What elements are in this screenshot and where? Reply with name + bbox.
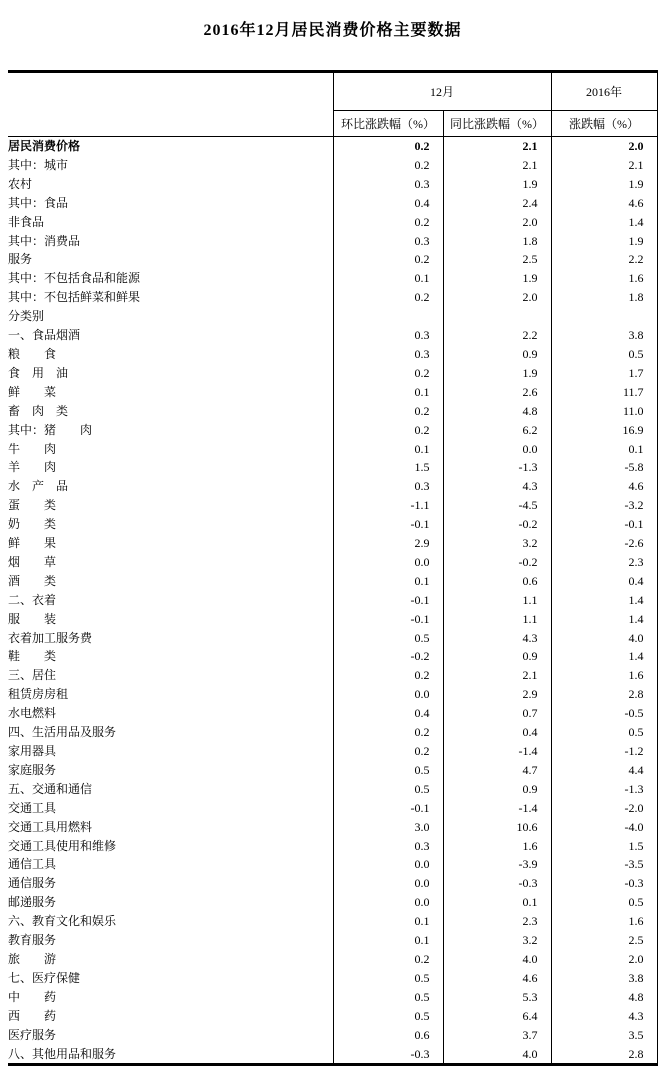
cell-yoy: 3.7: [443, 1026, 551, 1045]
table-row: [8, 515, 657, 534]
row-label: 一、食品烟酒: [8, 326, 333, 345]
cell-yoy: 2.1: [443, 156, 551, 175]
table-row: [8, 874, 657, 893]
row-label: 羊 肉: [8, 458, 333, 477]
cell-yoy: -0.2: [443, 515, 551, 534]
row-label: 粮 食: [8, 345, 333, 364]
row-label: 酒 类: [8, 572, 333, 591]
cell-yoy: 4.0: [443, 1045, 551, 1065]
cell-yoy: 2.1: [443, 137, 551, 156]
header-col-year: 涨跌幅（%）: [551, 111, 657, 137]
row-label: 七、医疗保健: [8, 969, 333, 988]
cell-year: 0.5: [551, 345, 657, 364]
cell-yoy: [443, 307, 551, 326]
cell-year: 4.4: [551, 761, 657, 780]
table-row: [8, 723, 657, 742]
cell-mom: 0.3: [333, 837, 443, 856]
cell-yoy: -4.5: [443, 496, 551, 515]
cell-yoy: 6.2: [443, 421, 551, 440]
cell-year: 1.9: [551, 175, 657, 194]
table-row: [8, 402, 657, 421]
cell-mom: 0.1: [333, 383, 443, 402]
page-title: 2016年12月居民消费价格主要数据: [203, 22, 462, 39]
cell-year: 11.0: [551, 402, 657, 421]
table-row: [8, 572, 657, 591]
cell-yoy: 2.5: [443, 250, 551, 269]
table-row: [8, 345, 657, 364]
table-row: [8, 383, 657, 402]
cell-yoy: 4.3: [443, 477, 551, 496]
cell-year: 1.8: [551, 288, 657, 307]
cell-mom: [333, 307, 443, 326]
row-label: 三、居住: [8, 666, 333, 685]
cell-year: 3.8: [551, 969, 657, 988]
table-row: [8, 175, 657, 194]
cell-year: 0.1: [551, 440, 657, 459]
cell-year: 11.7: [551, 383, 657, 402]
cell-year: 3.5: [551, 1026, 657, 1045]
cell-year: 4.6: [551, 477, 657, 496]
cell-year: -0.1: [551, 515, 657, 534]
cell-year: -3.2: [551, 496, 657, 515]
table-row: [8, 1026, 657, 1045]
header-col-yoy: 同比涨跌幅（%）: [443, 111, 551, 137]
row-label: 水电燃料: [8, 704, 333, 723]
cell-yoy: -3.9: [443, 855, 551, 874]
cell-year: 1.9: [551, 232, 657, 251]
row-label: 家用器具: [8, 742, 333, 761]
cell-year: 4.0: [551, 629, 657, 648]
cell-mom: -1.1: [333, 496, 443, 515]
row-label: 六、教育文化和娱乐: [8, 912, 333, 931]
table-row: [8, 610, 657, 629]
cell-year: 0.5: [551, 893, 657, 912]
header-month-group: 12月: [333, 72, 551, 111]
row-label: 五、交通和通信: [8, 780, 333, 799]
cell-year: 2.1: [551, 156, 657, 175]
cell-year: 2.2: [551, 250, 657, 269]
row-label: 分类别: [8, 307, 333, 326]
cell-yoy: -1.4: [443, 742, 551, 761]
cell-yoy: 1.9: [443, 364, 551, 383]
cell-mom: 0.2: [333, 250, 443, 269]
row-label: 家庭服务: [8, 761, 333, 780]
cell-mom: 0.2: [333, 288, 443, 307]
cell-year: -2.6: [551, 534, 657, 553]
cell-yoy: 2.1: [443, 666, 551, 685]
cell-year: [551, 307, 657, 326]
row-label: 食 用 油: [8, 364, 333, 383]
cell-yoy: 2.2: [443, 326, 551, 345]
cell-year: -1.2: [551, 742, 657, 761]
cpi-table: [8, 70, 658, 1066]
row-label: 西 药: [8, 1007, 333, 1026]
cell-mom: 3.0: [333, 818, 443, 837]
cell-year: 0.5: [551, 723, 657, 742]
row-label: 医疗服务: [8, 1026, 333, 1045]
table-row: [8, 629, 657, 648]
cell-mom: 0.1: [333, 440, 443, 459]
cell-year: -0.5: [551, 704, 657, 723]
row-label: 服务: [8, 250, 333, 269]
table-row: [8, 1007, 657, 1026]
cell-yoy: 1.1: [443, 610, 551, 629]
cell-yoy: 0.4: [443, 723, 551, 742]
row-label: 蛋 类: [8, 496, 333, 515]
cell-year: 1.4: [551, 647, 657, 666]
cell-year: 3.8: [551, 326, 657, 345]
table-row: [8, 893, 657, 912]
table-row: [8, 931, 657, 950]
cell-yoy: 4.0: [443, 950, 551, 969]
cell-yoy: 1.1: [443, 591, 551, 610]
cell-yoy: 4.3: [443, 629, 551, 648]
cell-mom: 0.5: [333, 761, 443, 780]
cell-mom: 0.1: [333, 572, 443, 591]
cell-mom: 0.0: [333, 553, 443, 572]
cell-mom: 0.5: [333, 629, 443, 648]
table-row: [8, 818, 657, 837]
row-label: 其中：城市: [8, 156, 333, 175]
row-label: 奶 类: [8, 515, 333, 534]
row-label: 其中：不包括鲜菜和鲜果: [8, 288, 333, 307]
cell-mom: 0.2: [333, 723, 443, 742]
cell-year: 4.6: [551, 194, 657, 213]
row-label: 教育服务: [8, 931, 333, 950]
table-row: [8, 269, 657, 288]
cell-year: 1.4: [551, 213, 657, 232]
cell-yoy: 5.3: [443, 988, 551, 1007]
cell-mom: -0.1: [333, 610, 443, 629]
cell-mom: 2.9: [333, 534, 443, 553]
cell-year: 16.9: [551, 421, 657, 440]
row-label: 租赁房房租: [8, 685, 333, 704]
table-row: [8, 534, 657, 553]
table-row: [8, 780, 657, 799]
row-label: 八、其他用品和服务: [8, 1045, 333, 1065]
cell-mom: -0.1: [333, 515, 443, 534]
cell-year: 1.4: [551, 610, 657, 629]
cell-mom: 0.1: [333, 931, 443, 950]
header-year-group: 2016年: [551, 72, 657, 111]
row-label: 畜 肉 类: [8, 402, 333, 421]
cell-year: 2.0: [551, 137, 657, 156]
cell-year: -0.3: [551, 874, 657, 893]
table-row: [8, 440, 657, 459]
cell-year: 0.4: [551, 572, 657, 591]
cell-year: 2.0: [551, 950, 657, 969]
cell-yoy: -0.3: [443, 874, 551, 893]
cell-yoy: 2.6: [443, 383, 551, 402]
table-row: [8, 969, 657, 988]
table-row: [8, 666, 657, 685]
cell-yoy: 0.7: [443, 704, 551, 723]
cell-mom: 0.4: [333, 704, 443, 723]
row-label: 非食品: [8, 213, 333, 232]
table-row: [8, 137, 657, 156]
cell-mom: 0.3: [333, 326, 443, 345]
row-label: 通信工具: [8, 855, 333, 874]
cell-yoy: 3.2: [443, 534, 551, 553]
cell-yoy: 2.0: [443, 288, 551, 307]
cell-mom: 1.5: [333, 458, 443, 477]
table-header: [8, 72, 657, 137]
cell-mom: 0.2: [333, 213, 443, 232]
cell-yoy: 6.4: [443, 1007, 551, 1026]
table-body: [8, 137, 657, 1065]
cell-mom: -0.2: [333, 647, 443, 666]
row-label: 交通工具使用和维修: [8, 837, 333, 856]
cell-year: 1.6: [551, 666, 657, 685]
cell-mom: 0.0: [333, 874, 443, 893]
table-row: [8, 156, 657, 175]
cell-mom: 0.2: [333, 742, 443, 761]
cell-mom: 0.3: [333, 477, 443, 496]
table-row: [8, 553, 657, 572]
table-row: [8, 837, 657, 856]
row-label: 交通工具用燃料: [8, 818, 333, 837]
table-row: [8, 950, 657, 969]
cell-mom: 0.3: [333, 232, 443, 251]
cell-yoy: 1.9: [443, 175, 551, 194]
table-row: [8, 988, 657, 1007]
header-col-mom: 环比涨跌幅（%）: [333, 111, 443, 137]
cell-yoy: 4.8: [443, 402, 551, 421]
cell-yoy: 2.0: [443, 213, 551, 232]
row-label: 其中：消费品: [8, 232, 333, 251]
cell-mom: 0.3: [333, 175, 443, 194]
cell-mom: 0.5: [333, 780, 443, 799]
cell-year: 2.5: [551, 931, 657, 950]
row-label: 通信服务: [8, 874, 333, 893]
row-label: 服 装: [8, 610, 333, 629]
table-row: [8, 477, 657, 496]
cell-year: 2.3: [551, 553, 657, 572]
table-row: [8, 364, 657, 383]
table-row: [8, 761, 657, 780]
cell-mom: 0.0: [333, 893, 443, 912]
cell-yoy: -1.3: [443, 458, 551, 477]
row-label: 其中：不包括食品和能源: [8, 269, 333, 288]
row-label: 邮递服务: [8, 893, 333, 912]
cell-yoy: 1.9: [443, 269, 551, 288]
cell-mom: 0.5: [333, 988, 443, 1007]
row-label: 衣着加工服务费: [8, 629, 333, 648]
cell-mom: 0.5: [333, 1007, 443, 1026]
cell-yoy: 0.9: [443, 345, 551, 364]
table-row: [8, 685, 657, 704]
cell-mom: 0.3: [333, 345, 443, 364]
table-row: [8, 912, 657, 931]
table-row: [8, 421, 657, 440]
table-row: [8, 458, 657, 477]
cell-mom: 0.5: [333, 969, 443, 988]
table-row: [8, 742, 657, 761]
cell-yoy: 4.7: [443, 761, 551, 780]
table-row: [8, 1045, 657, 1065]
table-row: [8, 855, 657, 874]
cell-mom: -0.1: [333, 799, 443, 818]
cell-mom: 0.2: [333, 364, 443, 383]
row-label: 鞋 类: [8, 647, 333, 666]
cell-mom: 0.2: [333, 156, 443, 175]
row-label: 中 药: [8, 988, 333, 1007]
cell-mom: 0.2: [333, 402, 443, 421]
row-label: 居民消费价格: [8, 137, 333, 156]
cell-mom: 0.0: [333, 855, 443, 874]
row-label: 牛 肉: [8, 440, 333, 459]
table-row: [8, 232, 657, 251]
cell-mom: 0.2: [333, 421, 443, 440]
table-row: [8, 326, 657, 345]
table-row: [8, 799, 657, 818]
cell-year: 1.5: [551, 837, 657, 856]
row-label: 四、生活用品及服务: [8, 723, 333, 742]
cell-yoy: -0.2: [443, 553, 551, 572]
cell-year: 2.8: [551, 1045, 657, 1065]
cell-mom: 0.1: [333, 912, 443, 931]
cell-mom: 0.4: [333, 194, 443, 213]
cell-mom: 0.2: [333, 666, 443, 685]
table-row: [8, 194, 657, 213]
cell-year: 2.8: [551, 685, 657, 704]
row-label: 鲜 菜: [8, 383, 333, 402]
table-row: [8, 250, 657, 269]
cell-year: 1.6: [551, 912, 657, 931]
cell-yoy: 0.0: [443, 440, 551, 459]
cell-yoy: 0.9: [443, 780, 551, 799]
table-row: [8, 213, 657, 232]
cell-yoy: 0.9: [443, 647, 551, 666]
cell-yoy: 2.9: [443, 685, 551, 704]
row-label: 鲜 果: [8, 534, 333, 553]
cell-year: 1.6: [551, 269, 657, 288]
table-row: [8, 496, 657, 515]
cell-year: -1.3: [551, 780, 657, 799]
row-label: 交通工具: [8, 799, 333, 818]
cell-year: 4.8: [551, 988, 657, 1007]
table-row: [8, 647, 657, 666]
cell-year: -5.8: [551, 458, 657, 477]
cell-yoy: 1.8: [443, 232, 551, 251]
cell-yoy: 10.6: [443, 818, 551, 837]
cell-year: 1.4: [551, 591, 657, 610]
table-row: [8, 288, 657, 307]
cell-mom: -0.1: [333, 591, 443, 610]
cell-year: -3.5: [551, 855, 657, 874]
table-row: [8, 591, 657, 610]
table-row: [8, 704, 657, 723]
cell-yoy: 4.6: [443, 969, 551, 988]
cell-mom: 0.1: [333, 269, 443, 288]
cell-year: 4.3: [551, 1007, 657, 1026]
table-row: [8, 307, 657, 326]
row-label: 其中：猪 肉: [8, 421, 333, 440]
cell-year: -4.0: [551, 818, 657, 837]
row-label: 农村: [8, 175, 333, 194]
cell-mom: 0.2: [333, 137, 443, 156]
cell-yoy: 1.6: [443, 837, 551, 856]
cell-yoy: 3.2: [443, 931, 551, 950]
cell-mom: 0.6: [333, 1026, 443, 1045]
cell-mom: 0.0: [333, 685, 443, 704]
row-label: 旅 游: [8, 950, 333, 969]
row-label: 二、衣着: [8, 591, 333, 610]
header-corner-cell: [8, 72, 333, 137]
cell-mom: 0.2: [333, 950, 443, 969]
cell-yoy: -1.4: [443, 799, 551, 818]
row-label: 烟 草: [8, 553, 333, 572]
cell-yoy: 0.6: [443, 572, 551, 591]
cell-yoy: 2.3: [443, 912, 551, 931]
cell-mom: -0.3: [333, 1045, 443, 1065]
cell-yoy: 0.1: [443, 893, 551, 912]
cell-year: 1.7: [551, 364, 657, 383]
row-label: 其中：食品: [8, 194, 333, 213]
cell-yoy: 2.4: [443, 194, 551, 213]
row-label: 水 产 品: [8, 477, 333, 496]
cell-year: -2.0: [551, 799, 657, 818]
